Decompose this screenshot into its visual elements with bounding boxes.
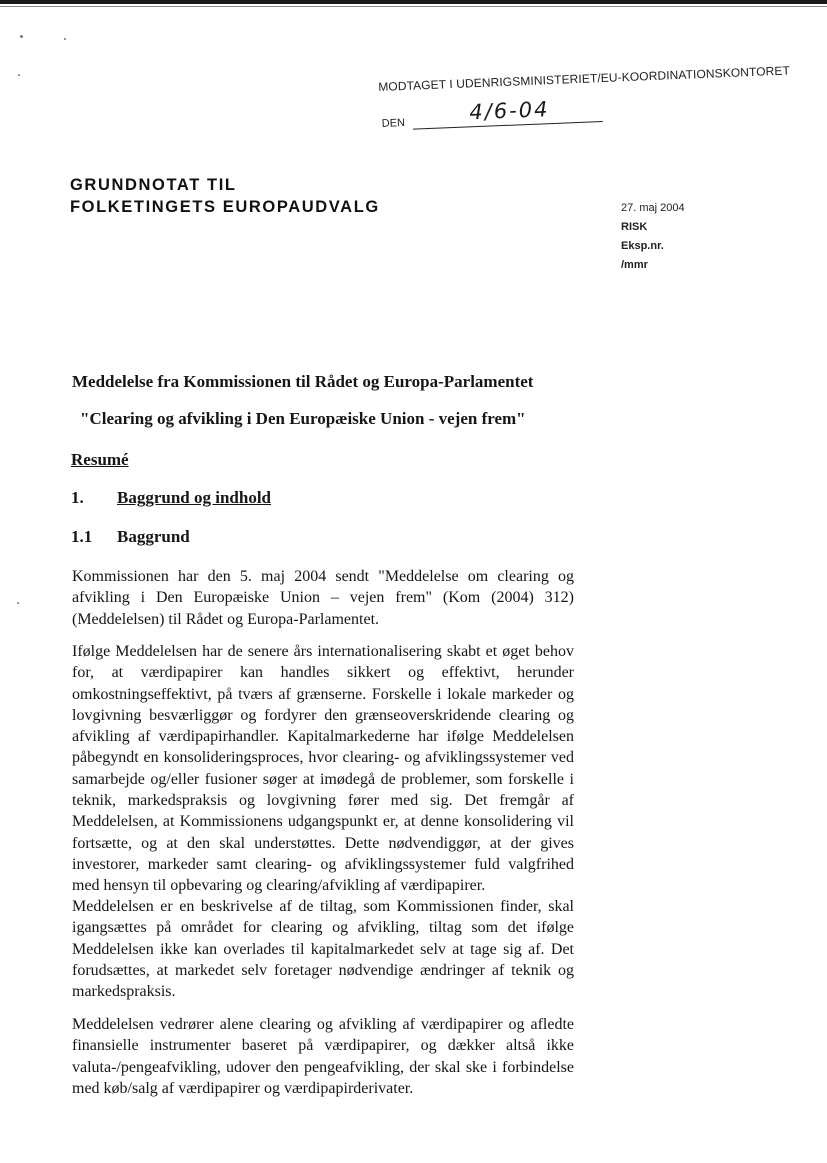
section-1-title: Baggrund og indhold: [117, 488, 272, 507]
section-1-1-title: Baggrund: [117, 527, 190, 546]
resume-heading: Resumé: [71, 450, 129, 469]
document-heading: [70, 174, 380, 218]
top-border-rule: [0, 0, 827, 4]
top-border-thin-rule: [0, 6, 827, 7]
heading-line-2: FOLKETINGETS EUROPAUDVALG: [70, 198, 380, 216]
document-meta: [621, 199, 685, 275]
section-1-number: 1.: [71, 488, 84, 507]
document-subtitle: "Clearing og afvikling i Den Europæiske Union - vejen frem": [80, 409, 526, 428]
stamp-den-label: DEN: [381, 116, 406, 130]
scan-speck: [17, 602, 19, 604]
received-stamp: [378, 63, 791, 148]
meta-unit: RISK: [621, 221, 648, 233]
heading-line-1: GRUNDNOTAT TIL: [70, 176, 237, 194]
paragraph-2: Ifølge Meddelelsen har de senere års internationalisering skabt et øget behov for, at værdipapirer kan handles sikkert og effektivt, herunder omkostningseffektivt, på tværs af grænserne. Forskelle i lokale markeder og lovgivning besværliggør og fordyrer den grænseoverskridende clearing og afvikling af værdipapirhandler. Kapitalmarkederne har ifølge Meddelelsen påbegyndt en konsolideringsproces, hvor clearing- og afviklingssystemer ved samarbejde og/eller fusioner søger at imødegå de problemer, som forskelle i teknik, markedspraksis og lovgivning fører med sig. Det fremgår af Meddelelsen, at Kommissionens udgangspunkt er, at denne konsolidering vil fortsætte, og at den skal understøttes. Dette nødvendiggør, at der gives investorer, markeder samt clearing- og afviklingssystemer fuld valgfrihed med hensyn til opbevaring og clearing/afvikling af værdipapirer.: [72, 643, 574, 895]
stamp-handwritten-date: 4/6-04: [468, 97, 550, 125]
section-1-1-number: 1.1: [71, 527, 93, 546]
scan-speck: [18, 74, 20, 76]
scan-speck: [64, 38, 66, 40]
document-title: Meddelelse fra Kommissionen til Rådet og Europa-Parlamentet: [72, 372, 534, 391]
stamp-title: MODTAGET I UDENRIGSMINISTERIET/EU-KOORDINATIONSKONTORET: [378, 63, 791, 94]
meta-ref: Eksp.nr.: [621, 240, 664, 252]
scan-speck: [20, 35, 23, 38]
paragraph-1: Kommissionen har den 5. maj 2004 sendt "Meddelelse om clearing og afvikling i Den Europæiske Union – vejen frem" (Kom (2004) 312) (Meddelelsen) til Rådet og Europa-Parlamentet.: [72, 568, 574, 628]
paragraph-4: Meddelelsen vedrører alene clearing og afvikling af værdipapirer og afledte finansielle instrumenter baseret på værdipapirer, og dækker altså ikke valuta-/pengeafvikling, udover den pengeafvikling, der skal ske i forbindelse med køb/salg af værdipapirer og værdipapirderivater.: [72, 1016, 574, 1097]
paragraph-3: Meddelelsen er en beskrivelse af de tiltag, som Kommissionen finder, skal igangsættes på området for clearing og afvikling, tiltag som det ifølge Meddelelsen ikke kan overlades til kapitalmarkedet selv at tage sig af. Det forudsættes, at markedet selv foretager nødvendige ændringer af teknik og markedspraksis.: [72, 898, 574, 1001]
meta-initials: /mmr: [621, 259, 648, 271]
meta-date: 27. maj 2004: [621, 202, 685, 214]
